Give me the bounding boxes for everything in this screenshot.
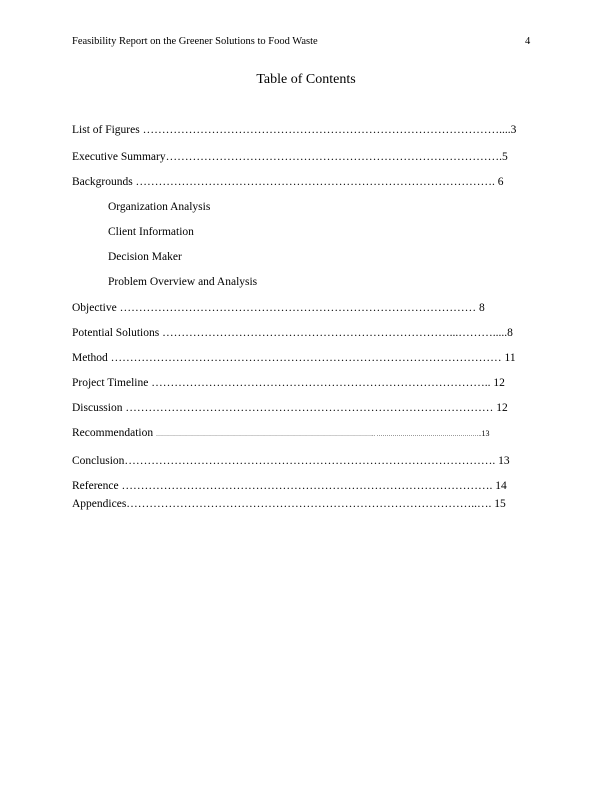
toc-subentry-decision-maker: Decision Maker — [108, 251, 182, 263]
toc-subentry-organization-analysis: Organization Analysis — [108, 201, 211, 213]
toc-recommendation-leader: ……………………………………………………………………………………………….. …………………………………………….. — [156, 432, 482, 438]
toc-entry-conclusion: Conclusion……………………………………………………………………………………. 13 — [72, 455, 510, 467]
toc-entry-executive-summary: Executive Summary…………………………………………………………………………….5 — [72, 151, 508, 163]
toc-entry-reference: Reference ……………………………………………………………………………………. 14 — [72, 480, 507, 492]
toc-recommendation-label: Recommendation — [72, 427, 154, 439]
toc-entry-recommendation — [72, 426, 540, 440]
toc-entry-backgrounds: Backgrounds …………………………………………………………………………………. 6 — [72, 176, 504, 188]
toc-entry-discussion: Discussion …………………………………………………………………………………… 12 — [72, 402, 508, 414]
toc-entry-project-timeline: Project Timeline …………………………………………………………………………….. 12 — [72, 377, 505, 389]
toc-entry-list-of-figures: List of Figures …………………………………………………………………………………....3 — [72, 124, 517, 136]
toc-entry-potential-solutions: Potential Solutions …………………………………………………………………...……….....8 — [72, 327, 513, 339]
toc-title: Table of Contents — [256, 72, 356, 87]
toc-entry-appendices: Appendices………………………………………………………………………………..…. 15 — [72, 498, 506, 510]
toc-entry-objective: Objective ………………………………………………………………………………… 8 — [72, 302, 485, 314]
toc-entry-method: Method ………………………………………………………………………………………… 11 — [72, 352, 516, 364]
running-head: Feasibility Report on the Greener Solutions to Food Waste — [72, 36, 318, 47]
toc-recommendation-page: 13 — [481, 429, 490, 438]
page-number: 4 — [525, 36, 531, 47]
toc-subentry-problem-overview: Problem Overview and Analysis — [108, 276, 258, 288]
toc-subentry-client-information: Client Information — [108, 226, 194, 238]
